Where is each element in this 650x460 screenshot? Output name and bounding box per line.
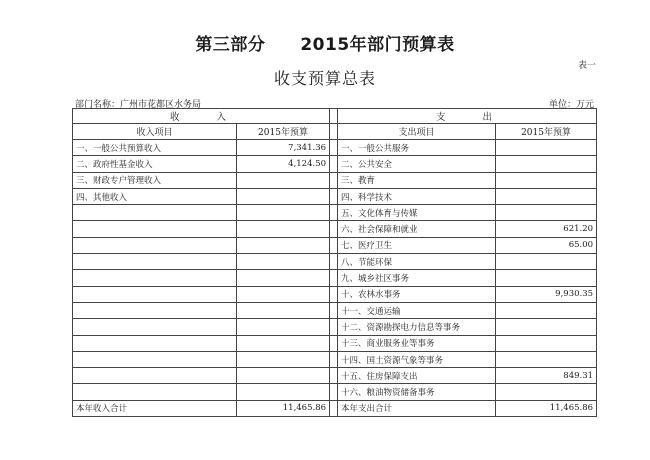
document-title: 2015年部门预算表 [300,35,455,55]
expense-item: 十五、住房保障支出 [338,368,496,384]
income-item [73,221,237,237]
income-amount [237,302,330,318]
budget-table [72,108,597,417]
income-amount [237,286,330,302]
column-gap [330,351,338,367]
column-gap [330,270,338,286]
income-total-label: 本年收入合计 [73,400,237,416]
column-gap [330,286,338,302]
expense-amount [496,140,597,156]
table-body [73,140,597,401]
column-gap [330,140,338,156]
table-row [73,205,597,221]
expense-amount [496,205,597,221]
income-amount [237,254,330,270]
department-label: 部门名称： [75,100,121,110]
column-gap [330,254,338,270]
income-amount [237,172,330,188]
table-row [73,237,597,253]
expense-amount [496,351,597,367]
income-amount [237,351,330,367]
income-item [73,302,237,318]
income-amount [237,384,330,400]
column-gap [330,172,338,188]
expense-item: 七、医疗卫生 [338,237,496,253]
column-gap [330,237,338,253]
income-item: 一、一般公共预算收入 [73,140,237,156]
table-row [73,156,597,172]
group-header-row [73,109,597,124]
expense-amount [496,302,597,318]
expense-item: 六、社会保障和就业 [338,221,496,237]
income-budget-header: 2015年预算 [237,124,330,140]
table-row [73,286,597,302]
table-row [73,351,597,367]
expense-item: 十二、资源勘探电力信息等事务 [338,319,496,335]
column-gap [330,335,338,351]
column-gap [330,221,338,237]
table-row [73,319,597,335]
income-item [73,286,237,302]
column-gap [330,384,338,400]
part-label: 第三部分 [195,35,266,55]
table-title: 收支预算总表 [273,69,376,88]
table-number: 表一 [577,61,596,71]
unit-label: 单位：万元 [548,100,594,110]
income-item: 三、财政专户管理收入 [73,172,237,188]
income-amount: 4,124.50 [237,156,330,172]
column-header-row [73,124,597,140]
table-row [73,368,597,384]
income-item [73,319,237,335]
expense-item: 九、城乡社区事务 [338,270,496,286]
income-amount [237,205,330,221]
income-item: 二、政府性基金收入 [73,156,237,172]
income-total-amount: 11,465.86 [237,400,330,416]
income-item-header: 收入项目 [73,124,237,140]
table-row [73,270,597,286]
expense-amount: 621.20 [496,221,597,237]
income-amount [237,221,330,237]
income-amount [237,319,330,335]
expense-amount [496,188,597,204]
income-item: 四、其他收入 [73,188,237,204]
income-item [73,368,237,384]
expense-item: 二、公共安全 [338,156,496,172]
income-amount [237,188,330,204]
expense-item: 三、教育 [338,172,496,188]
table-row [73,302,597,318]
table-row [73,188,597,204]
expense-amount [496,270,597,286]
expense-amount [496,319,597,335]
income-item [73,351,237,367]
income-group-header: 收 入 [73,109,330,124]
part-title [0,30,650,55]
income-item [73,237,237,253]
expense-item: 十、农林水事务 [338,286,496,302]
table-row [73,384,597,400]
table-row [73,221,597,237]
column-gap [330,205,338,221]
expense-item: 十三、商业服务业等事务 [338,335,496,351]
expense-item: 四、科学技术 [338,188,496,204]
expense-budget-header: 2015年预算 [496,124,597,140]
income-item [73,205,237,221]
income-item [73,335,237,351]
column-gap [330,188,338,204]
totals-row [73,400,597,416]
income-amount [237,270,330,286]
expense-amount [496,335,597,351]
expense-item: 十六、粮油物资储备事务 [338,384,496,400]
expense-amount [496,172,597,188]
expense-item: 十四、国土资源气象等事务 [338,351,496,367]
expense-item-header: 支出项目 [338,124,496,140]
expense-group-header: 支 出 [338,109,597,124]
expense-amount: 849.31 [496,368,597,384]
expense-amount [496,156,597,172]
expense-item: 五、文化体育与传媒 [338,205,496,221]
income-item [73,254,237,270]
column-gap [330,319,338,335]
expense-item: 一、一般公共服务 [338,140,496,156]
table-row [73,335,597,351]
income-item [73,270,237,286]
income-amount: 7,341.36 [237,140,330,156]
column-gap [330,400,338,416]
income-amount [237,335,330,351]
income-amount [237,237,330,253]
table-row [73,172,597,188]
table-row [73,254,597,270]
expense-amount: 65.00 [496,237,597,253]
income-amount [237,368,330,384]
column-gap [330,124,338,140]
column-gap [330,109,338,124]
income-item [73,384,237,400]
column-gap [330,368,338,384]
expense-item: 十一、交通运输 [338,302,496,318]
expense-amount [496,384,597,400]
expense-amount: 9,930.35 [496,286,597,302]
expense-amount [496,254,597,270]
department-name: 广州市花都区水务局 [120,100,202,110]
expense-total-label: 本年支出合计 [338,400,496,416]
column-gap [330,302,338,318]
column-gap [330,156,338,172]
expense-item: 八、节能环保 [338,254,496,270]
expense-total-amount: 11,465.86 [496,400,597,416]
table-row [73,140,597,156]
